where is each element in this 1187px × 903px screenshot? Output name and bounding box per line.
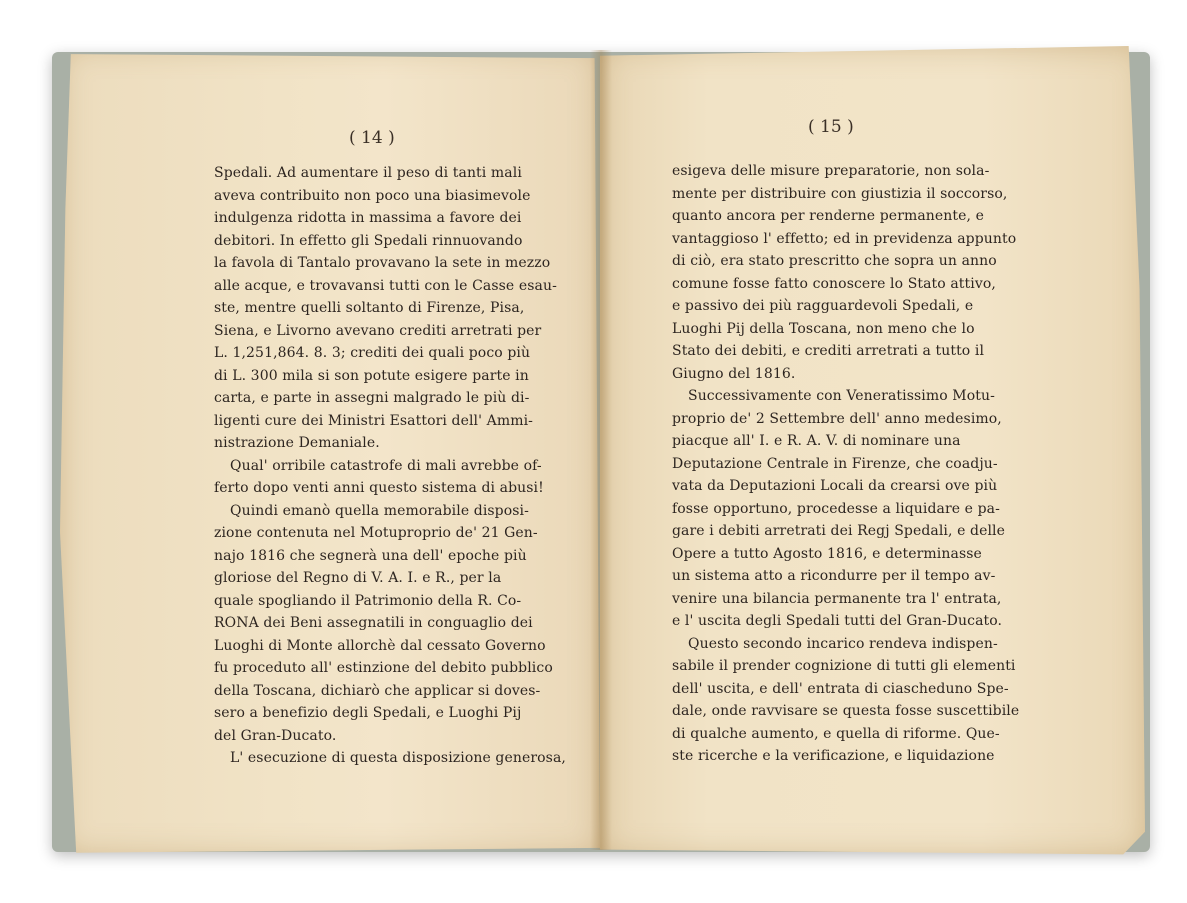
text-line: aveva contribuito non poco una biasimevole xyxy=(214,187,531,204)
text-line: ligenti cure dei Ministri Esattori dell' Ammi- xyxy=(214,412,533,429)
text-line: della Toscana, dichiarò che applicar si doves- xyxy=(214,682,541,699)
left-page-number: ( 14 ) xyxy=(349,128,395,148)
text-line: Quindi emanò quella memorabile disposi- xyxy=(230,502,529,519)
text-line: Luoghi di Monte allorchè dal cessato Governo xyxy=(214,637,546,654)
text-line: di qualche aumento, e quella di riforme. Que- xyxy=(672,725,1000,742)
text-line: piacque all' I. e R. A. V. di nominare una xyxy=(672,433,961,449)
text-line: vantaggioso l' effetto; ed in previdenza appunto xyxy=(672,230,1017,247)
right-page-text xyxy=(672,160,1020,768)
right-page-number: ( 15 ) xyxy=(808,117,854,137)
text-line: carta, e parte in assegni malgrado le più di- xyxy=(214,390,530,406)
text-line: Deputazione Centrale in Firenze, che coadju- xyxy=(672,455,998,472)
text-line: la favola di Tantalo provavano la sete in mezzo xyxy=(214,255,551,271)
text-line: quanto ancora per renderne permanente, e xyxy=(672,208,985,224)
text-line: comune fosse fatto conoscere lo Stato attivo, xyxy=(672,275,996,292)
text-line: esigeva delle misure preparatorie, non sola- xyxy=(672,163,990,179)
text-line: mente per distribuire con giustizia il soccorso, xyxy=(672,185,1008,202)
text-line: del Gran-Ducato. xyxy=(214,727,337,744)
text-line: di ciò, era stato prescritto che sopra un anno xyxy=(672,253,997,269)
text-line: e l' uscita degli Spedali tutti del Gran-Ducato. xyxy=(672,613,1003,629)
text-line: Stato dei debiti, e crediti arretrati a tutto il xyxy=(672,343,985,359)
text-line: proprio de' 2 Settembre dell' anno medesimo, xyxy=(672,410,1002,427)
text-line: sabile il prender cognizione di tutti gli elementi xyxy=(672,658,1016,674)
text-line: L. 1,251,864. 8. 3; crediti dei quali poco più xyxy=(214,345,531,361)
text-line: e passivo dei più ragguardevoli Spedali, e xyxy=(672,298,974,314)
text-line: L' esecuzione di questa disposizione generosa, xyxy=(230,750,566,766)
text-line: un sistema atto a ricondurre per il tempo av- xyxy=(672,568,996,584)
text-line: indulgenza ridotta in massima a favore dei xyxy=(214,210,522,226)
text-line: Spedali. Ad aumentare il peso di tanti mali xyxy=(214,165,522,181)
text-line: Qual' orribile catastrofe di mali avrebbe of- xyxy=(230,457,542,474)
text-line: Questo secondo incarico rendeva indispen- xyxy=(688,635,998,652)
text-line: gloriose del Regno di V. A. I. e R., per la xyxy=(214,570,502,586)
text-line: Luoghi Pij della Toscana, non meno che lo xyxy=(672,320,975,337)
text-line: ferto dopo venti anni questo sistema di abusi! xyxy=(214,480,544,496)
text-line: ste ricerche e la verificazione, e liquidazione xyxy=(672,748,995,764)
text-line: fosse opportuno, procedesse a liquidare e pa- xyxy=(672,500,1000,517)
text-line: najo 1816 che segnerà una dell' epoche più xyxy=(214,547,527,564)
text-line: zione contenuta nel Motuproprio de' 21 Gen- xyxy=(214,525,538,541)
text-line: vata da Deputazioni Locali da crearsi ove più xyxy=(672,478,998,494)
text-line: fu proceduto all' estinzione del debito pubblico xyxy=(214,660,553,676)
left-page-text xyxy=(214,162,566,770)
text-line: dale, onde ravvisare se questa fosse suscettibile xyxy=(672,703,1020,719)
text-line: dell' uscita, e dell' entrata di ciascheduno Spe- xyxy=(672,680,1009,697)
text-line: venire una bilancia permanente tra l' entrata, xyxy=(672,590,1002,607)
text-line: Siena, e Livorno avevano crediti arretrati per xyxy=(214,322,542,339)
text-line: quale spogliando il Patrimonio della R. Co- xyxy=(214,592,522,609)
text-line: debitori. In effetto gli Spedali rinnuovando xyxy=(214,232,523,249)
text-line: Giugno del 1816. xyxy=(672,365,796,382)
text-line: RONA dei Beni assegnatili in conguaglio dei xyxy=(214,615,533,631)
text-line: alle acque, e trovavansi tutti con le Casse esau- xyxy=(214,277,557,294)
text-line: di L. 300 mila si son potute esigere parte in xyxy=(214,367,529,384)
text-line: sero a benefizio degli Spedali, e Luoghi Pij xyxy=(214,705,522,721)
text-line: Successivamente con Veneratissimo Motu- xyxy=(688,388,995,404)
text-line: nistrazione Demaniale. xyxy=(214,435,380,451)
text-line: Opere a tutto Agosto 1816, e determinasse xyxy=(672,545,982,562)
text-line: gare i debiti arretrati dei Regj Spedali, e delle xyxy=(672,523,1006,539)
book-gutter xyxy=(590,50,612,850)
text-line: ste, mentre quelli soltanto di Firenze, Pisa, xyxy=(214,300,525,316)
